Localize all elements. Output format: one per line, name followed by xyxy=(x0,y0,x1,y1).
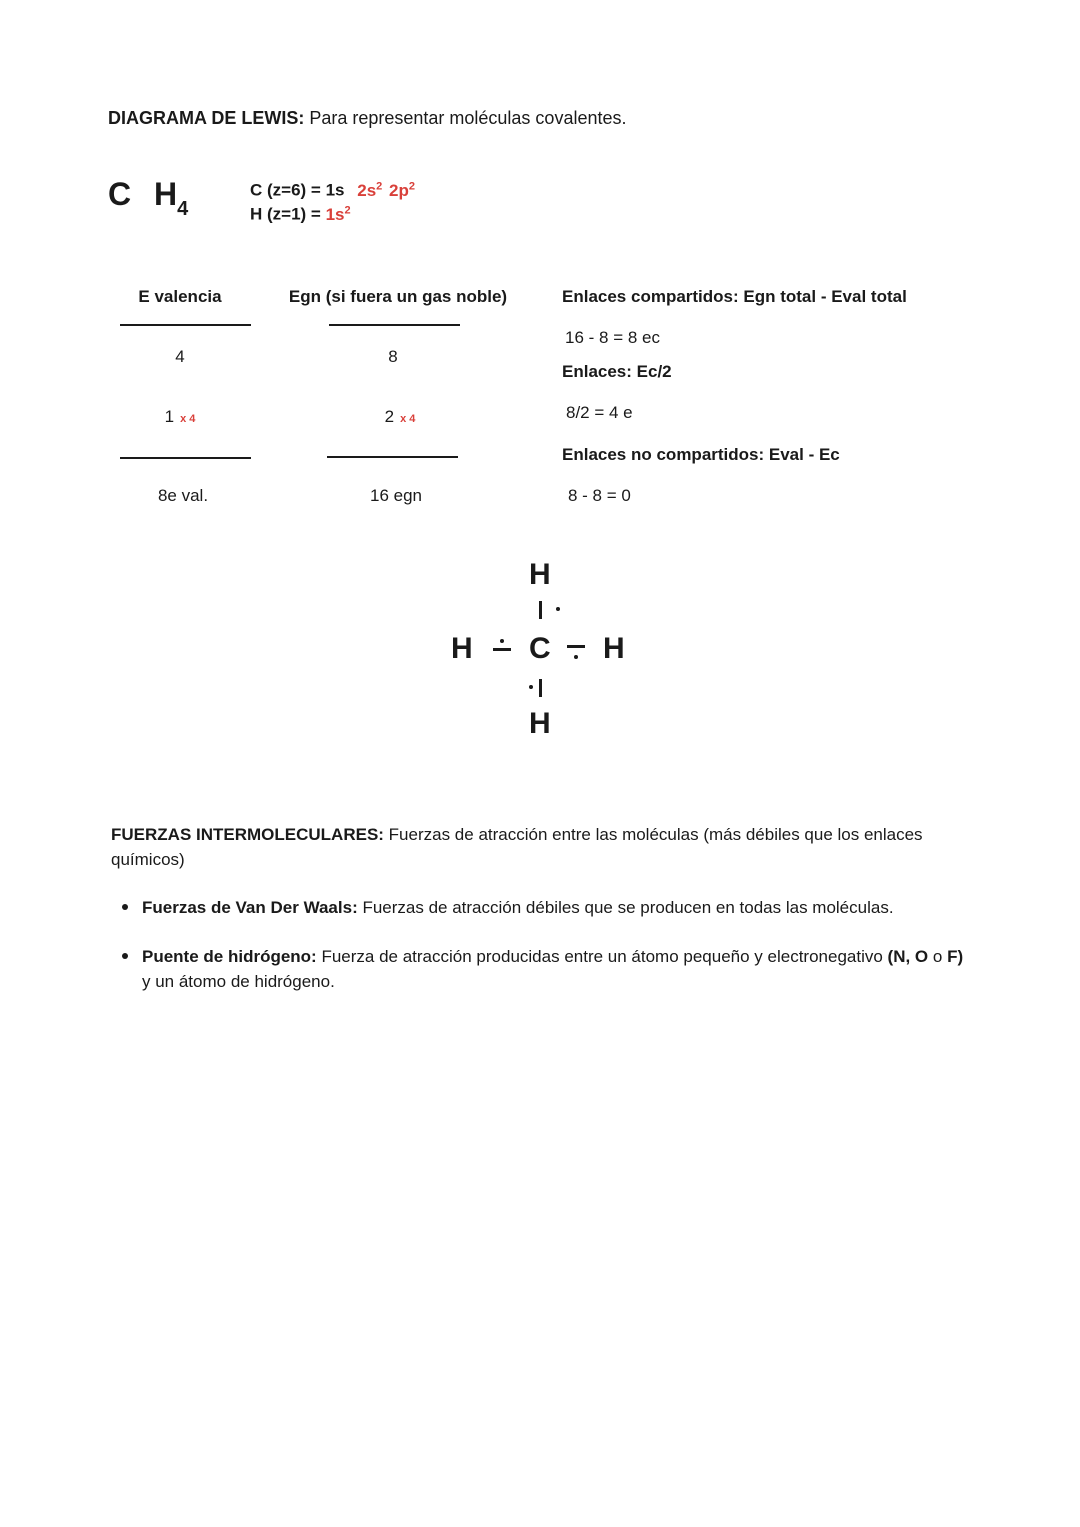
lewis-h-left: H xyxy=(451,632,473,665)
c-config-2s xyxy=(357,181,382,200)
col1-multiplier: x 4 xyxy=(180,413,196,425)
col1-total: 8e val. xyxy=(157,486,209,505)
c-config-2s-base: 2s xyxy=(357,180,377,200)
list-item-van-der-waals xyxy=(142,895,972,920)
c-config-prefix: C (z=6) = 1s xyxy=(250,180,345,200)
forces-list xyxy=(142,895,972,994)
col2-total: 16 egn xyxy=(370,486,422,505)
lewis-h-right: H xyxy=(603,632,625,665)
lewis-c-center: C xyxy=(529,632,551,665)
hb-elements-open: (N, O xyxy=(887,947,929,966)
h-config-1s-base: 1s xyxy=(325,204,345,224)
formula-subscript: 4 xyxy=(177,198,189,220)
hb-or: o xyxy=(928,947,948,966)
bonds-title: Enlaces: Ec/2 xyxy=(562,362,672,381)
c-electron-config xyxy=(250,180,415,201)
col2-top-rule xyxy=(329,324,460,326)
electron-dot-left xyxy=(500,639,504,643)
col2-row1: 8 xyxy=(388,347,398,366)
electron-dot-top xyxy=(556,607,560,611)
page-title-rest: Para representar moléculas covalentes. xyxy=(304,108,627,128)
h-electron-config xyxy=(250,204,351,225)
forces-heading xyxy=(111,822,941,872)
col2-bottom-rule xyxy=(327,456,458,458)
lewis-structure xyxy=(440,550,640,750)
shared-bonds-value: 16 - 8 = 8 ec xyxy=(565,328,660,347)
hb-rest-b: y un átomo de hidrógeno. xyxy=(142,972,335,991)
hb-bold: Puente de hidrógeno: xyxy=(142,947,317,966)
c-config-2p-base: 2p xyxy=(389,180,409,200)
bond-bottom xyxy=(539,679,542,697)
bond-top xyxy=(539,601,542,619)
hb-elements-close: F) xyxy=(947,947,964,966)
col2-row2-value: 2 xyxy=(384,407,395,426)
electron-dot-right xyxy=(574,655,578,659)
page-title-bold: DIAGRAMA DE LEWIS: xyxy=(108,108,305,128)
bonds-value: 8/2 = 4 e xyxy=(566,403,633,422)
col1-row2-value: 1 xyxy=(164,407,175,426)
col1-header: E valencia xyxy=(138,287,222,306)
forces-title-rest: Fuerzas de atracción entre las moléculas (más débiles que los enlaces químicos) xyxy=(111,825,923,869)
list-item-hydrogen-bond xyxy=(142,944,972,994)
shared-bonds-title: Enlaces compartidos: Egn total - Eval total xyxy=(562,287,907,306)
col1-bottom-rule xyxy=(120,457,251,459)
c-config-2s-sup: 2 xyxy=(376,180,383,192)
col1-row1: 4 xyxy=(175,347,185,366)
formula-c: C xyxy=(108,176,132,212)
forces-title-bold: FUERZAS INTERMOLECULARES: xyxy=(111,825,384,844)
col2-row2 xyxy=(340,407,460,427)
col1-top-rule xyxy=(120,324,251,326)
unshared-bonds-value: 8 - 8 = 0 xyxy=(568,486,631,505)
col2-multiplier: x 4 xyxy=(400,413,416,425)
col2-header: Egn (si fuera un gas noble) xyxy=(288,287,508,306)
unshared-bonds-title: Enlaces no compartidos: Eval - Ec xyxy=(562,445,840,464)
h-config-1s xyxy=(326,205,351,224)
h-config-prefix: H (z=1) = xyxy=(250,204,326,224)
electron-dot-bottom xyxy=(529,685,533,689)
formula-h: H xyxy=(154,176,178,212)
c-config-2p-sup: 2 xyxy=(408,180,415,192)
col1-row2 xyxy=(120,407,240,427)
page-title xyxy=(108,108,627,129)
hb-rest-a: Fuerza de atracción producidas entre un átomo pequeño y electronegativo xyxy=(316,947,888,966)
lewis-h-top: H xyxy=(529,558,551,591)
bond-left xyxy=(493,648,511,651)
vdw-rest: Fuerzas de atracción débiles que se producen en todas las moléculas. xyxy=(357,898,894,917)
vdw-bold: Fuerzas de Van Der Waals: xyxy=(142,898,358,917)
formula-ch4 xyxy=(108,176,189,220)
bond-right xyxy=(567,645,585,648)
h-config-1s-sup: 2 xyxy=(344,204,351,216)
c-config-2p xyxy=(389,181,415,200)
lewis-h-bottom: H xyxy=(529,707,551,740)
